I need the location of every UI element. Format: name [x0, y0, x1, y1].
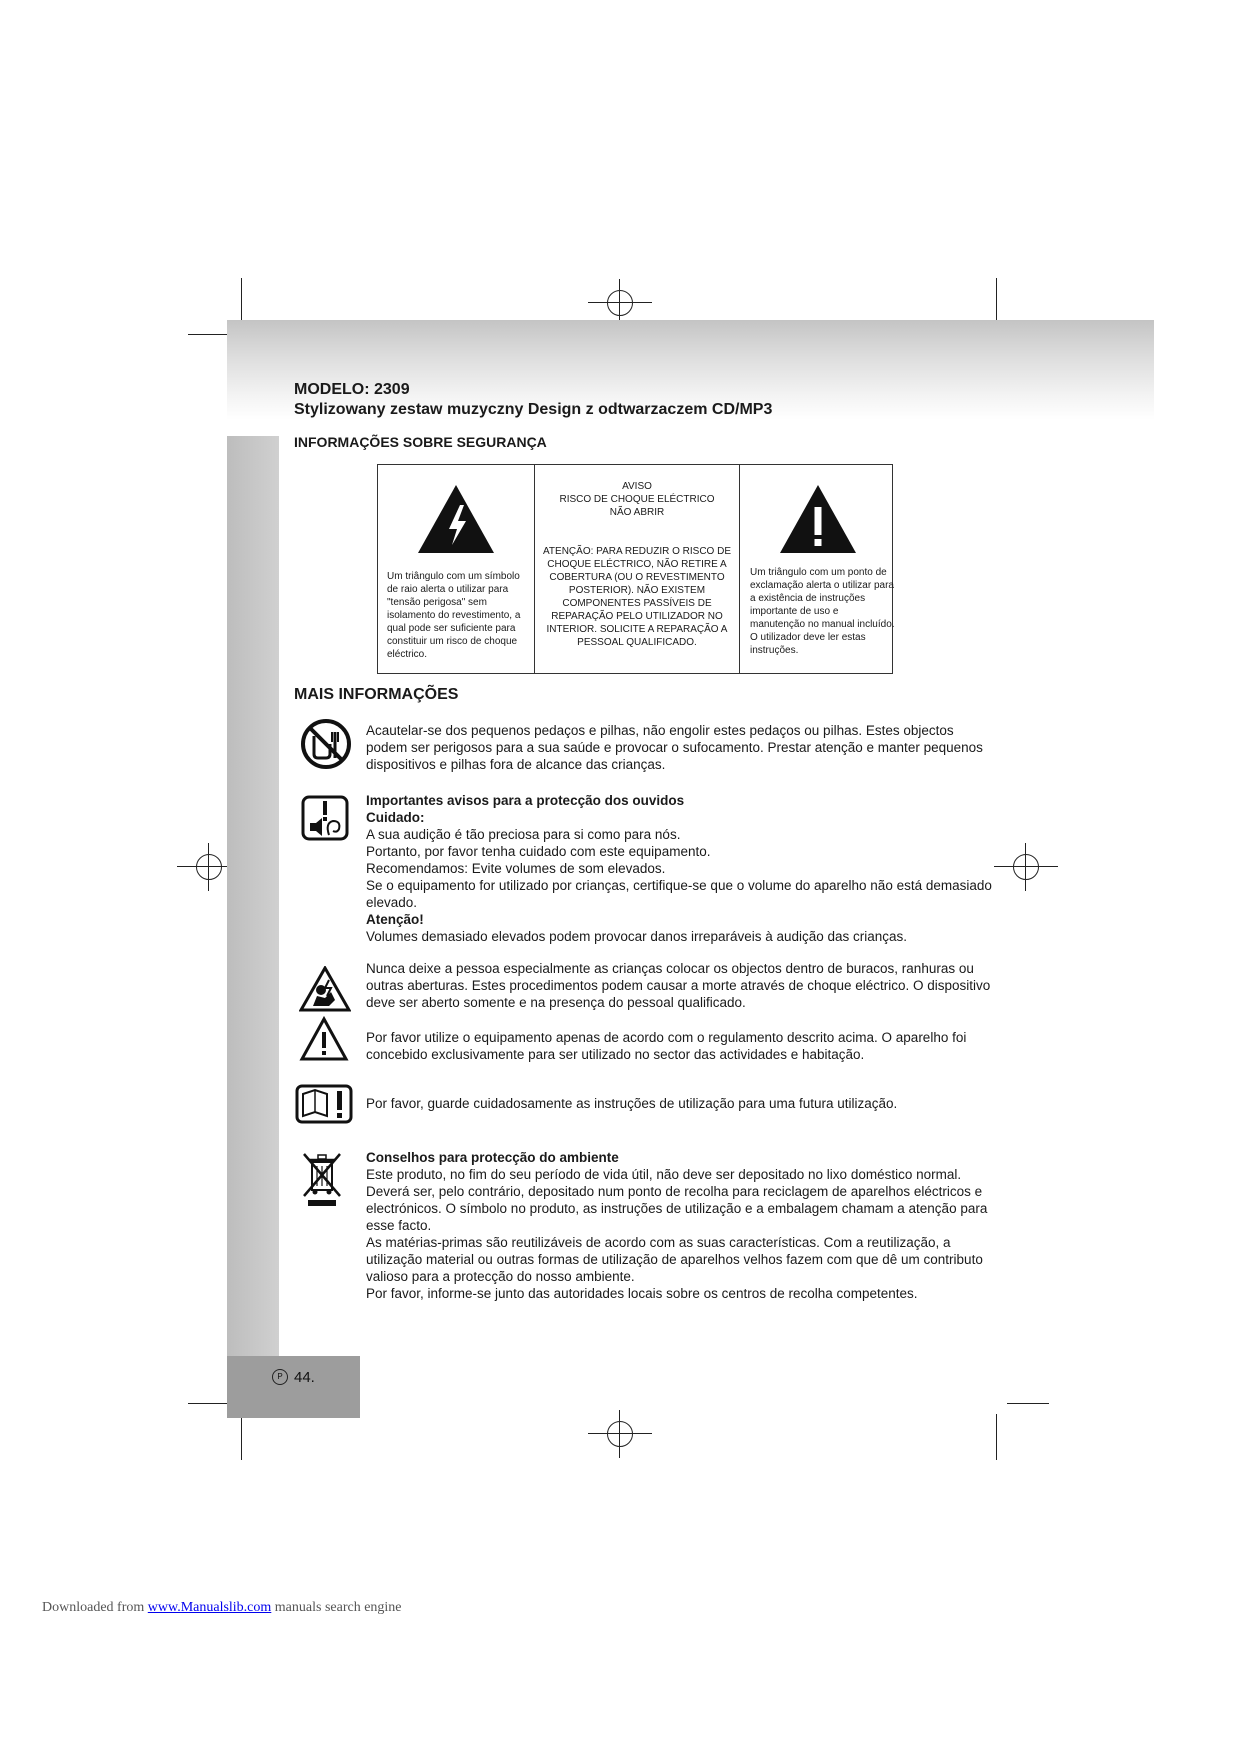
aviso-block	[535, 480, 739, 519]
hearing-line: A sua audição é tão preciosa para si como para nós.	[366, 827, 681, 842]
usage-section	[366, 1029, 996, 1063]
lightning-warning-triangle-icon	[416, 483, 496, 555]
environment-paragraph: Por favor, informe-se junto das autoridades locais sobre os centros de recolha competentes.	[366, 1286, 918, 1301]
environment-paragraph: As matérias-primas são reutilizáveis de acordo com as suas características. Com a reutilização, a utilização material ou outras formas de utilização de aparelhos velhos fazem com que dê um contributo valioso para a protecção do nosso ambiente.	[366, 1235, 983, 1284]
download-footer	[42, 1600, 402, 1616]
lightning-description: Um triângulo com um símbolo de raio alerta o utilizar para "tensão perigosa" sem isolamento do revestimento, a qual pode ser suficiente para constituir um risco de choque eléctrico.	[387, 571, 521, 660]
safety-heading: INFORMAÇÕES SOBRE SEGURANÇA	[294, 434, 547, 450]
warning-cell-exclamation	[740, 465, 895, 673]
registration-mark	[1013, 854, 1039, 880]
crop-mark	[996, 1414, 997, 1460]
download-suffix: manuals search engine	[274, 1600, 402, 1615]
openings-section	[366, 960, 996, 1011]
registration-mark	[607, 1421, 633, 1447]
small-parts-text: Acautelar-se dos pequenos pedaços e pilhas, não engolir estes pedaços ou pilhas. Estes objectos podem ser perigosos para a sua saúde e provocar o sufocamento. Prestar atenção e manter pequenos dispositivos e pilhas fora de alcance das crianças.	[366, 723, 983, 772]
exclamation-warning-triangle-icon	[778, 483, 858, 555]
environment-title: Conselhos para protecção do ambiente	[366, 1150, 619, 1165]
hearing-title: Importantes avisos para a protecção dos ouvidos	[366, 793, 685, 808]
caution-triangle-icon	[299, 1016, 349, 1062]
download-prefix: Downloaded from	[42, 1600, 145, 1615]
usage-text: Por favor utilize o equipamento apenas de acordo com o regulamento descrito acima. O aparelho foi concebido exclusivamente para ser utilizado no sector das actividades e habitação.	[366, 1030, 967, 1062]
caution-label: Cuidado:	[366, 810, 425, 825]
crop-mark	[241, 1414, 242, 1460]
atencao-text: ATENÇÃO: PARA REDUZIR O RISCO DE CHOQUE ELÉCTRICO, NÃO RETIRE A COBERTURA (OU O REVESTIMENTO POSTERIOR). NÃO EXISTEM COMPONENTES PASSÍVEIS DE REPARAÇÃO PELO UTILIZADOR NO INTERIOR. SOLICITE A REPARAÇÃO A PESSOAL QUALIFICADO.	[543, 546, 731, 648]
warning-cell-text	[535, 465, 740, 673]
small-parts-section	[366, 722, 996, 773]
warning-cell-lightning	[378, 465, 535, 673]
hearing-line: Portanto, por favor tenha cuidado com este equipamento.	[366, 844, 711, 859]
crop-mark	[996, 278, 997, 324]
aviso-do-not-open: NÃO ABRIR	[609, 507, 665, 518]
keep-manual-section	[366, 1095, 996, 1112]
page-number	[272, 1367, 315, 1387]
language-badge: P	[272, 1369, 288, 1385]
footer-box	[227, 1356, 360, 1418]
hearing-line: Recomendamos: Evite volumes de som elevados.	[366, 861, 666, 876]
crop-mark	[241, 278, 242, 324]
more-info-heading: MAIS INFORMAÇÕES	[294, 686, 459, 703]
crossed-bin-icon	[300, 1150, 344, 1208]
exclamation-description: Um triângulo com um ponto de exclamação alerta o utilizar para a existência de instruções importante de uso e manutenção no manual incluído. O utilizador deve ler estas instruções.	[750, 567, 895, 656]
model-title: MODELO: 2309	[294, 381, 410, 398]
side-band	[227, 436, 279, 1356]
registration-mark	[196, 854, 222, 880]
crop-mark	[188, 334, 230, 335]
keep-manual-text: Por favor, guarde cuidadosamente as instruções de utilização para uma futura utilização.	[366, 1096, 898, 1111]
shock-hazard-icon	[299, 966, 351, 1012]
product-subtitle: Stylizowany zestaw muzyczny Design z odtwarzaczem CD/MP3	[294, 401, 773, 418]
manual-book-icon	[295, 1084, 353, 1124]
attention-label: Atenção!	[366, 912, 424, 927]
hearing-line: Volumes demasiado elevados podem provocar danos irreparáveis à audição das crianças.	[366, 929, 908, 944]
aviso-shock-risk: RISCO DE CHOQUE ELÉCTRICO	[559, 494, 715, 505]
crop-mark	[1007, 1403, 1049, 1404]
aviso-label: AVISO	[622, 481, 652, 492]
environment-paragraph: Este produto, no fim do seu período de vida útil, não deve ser depositado no lixo doméstico normal. Deverá ser, pelo contrário, depositado num ponto de recolha para reciclagem de aparelhos eléctricos e electrónicos. O símbolo no produto, as instruções de utilização e a embalagem chamam a atenção para esse facto.	[366, 1167, 988, 1233]
hearing-line: Se o equipamento for utilizado por crianças, certifique-se que o volume do aparelho não está demasiado elevado.	[366, 878, 992, 910]
hearing-section	[366, 792, 996, 945]
crop-mark	[188, 1403, 230, 1404]
environment-section	[366, 1149, 996, 1302]
hearing-warning-icon	[301, 795, 349, 841]
warning-table	[377, 464, 893, 674]
page-number-text: 44.	[294, 1368, 315, 1386]
manualslib-link[interactable]: www.Manualslib.com	[147, 1600, 272, 1615]
openings-text: Nunca deixe a pessoa especialmente as crianças colocar os objectos dentro de buracos, ranhuras ou outras aberturas. Estes procedimentos podem causar a morte através de choque eléctrico. O dispositivo deve ser aberto somente e na presença do pessoal qualificado.	[366, 961, 991, 1010]
registration-mark	[607, 290, 633, 316]
no-swallow-icon	[300, 718, 352, 770]
